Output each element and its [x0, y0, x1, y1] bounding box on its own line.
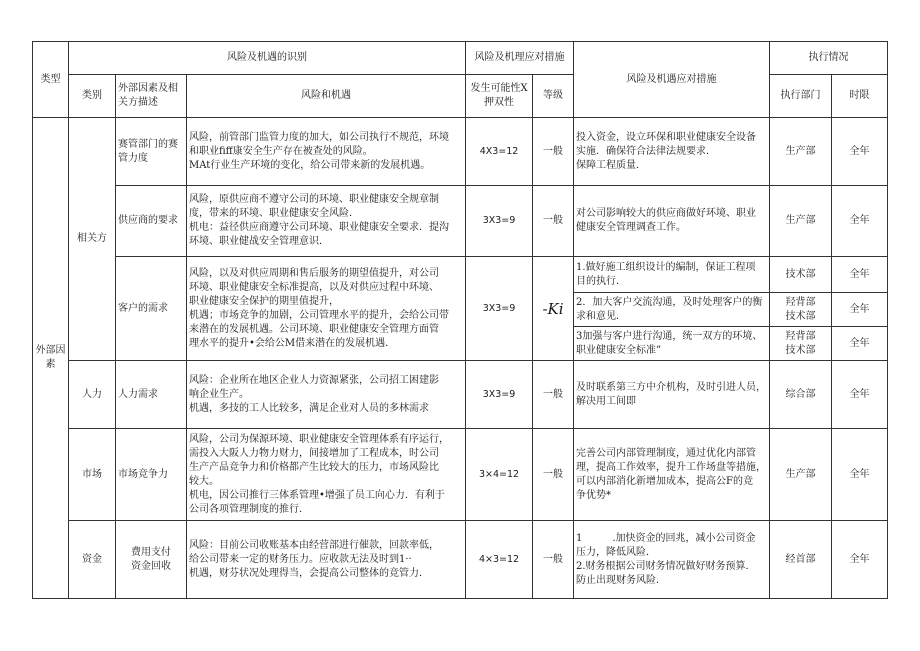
score-cell: 3X3=9: [466, 257, 533, 361]
period-cell: 全年: [832, 429, 888, 521]
group-market: 市场: [69, 429, 116, 521]
level-cell: 一般: [533, 521, 574, 599]
measure-cell: 投入资金，设立环保和职业健康安全设备 实施．确保符合法律法规要求． 保障工程质量．: [574, 118, 770, 186]
table-row: [33, 186, 888, 257]
header-external-factor: 外部因素及相关方描述: [116, 75, 187, 118]
period-cell: 全年: [832, 293, 888, 327]
score-cell: 3X3=9: [466, 361, 533, 429]
dept-cell: 生产部: [770, 186, 832, 257]
period-cell: 全年: [832, 257, 888, 293]
risk-text-cell: 风险：企业所在地区企业人力资源紧张，公司招工困建影 响企业生产。 机遇，多技的工人比较多，满足企业对人员的多林需求: [187, 361, 466, 429]
table-row: [33, 521, 888, 599]
score-cell: 3X3=9: [466, 186, 533, 257]
risk-text-cell: 风险，公司为保源环境、职业健康安全管理体系有序运行， 需投入大阪人力物力财力，间接增加了工程成本，时公司 生产产品竞争力和价格都产生比较大的压力，市场风险比 较大。 机电，因公司推行三体系管理•增强了员工向心力．有利于 公司各项管理制度的推行．: [187, 429, 466, 521]
table-row: [33, 257, 888, 293]
dept-cell: 生产部: [770, 429, 832, 521]
group-related-parties: 相关方: [69, 118, 116, 361]
score-cell: 3×4=12: [466, 429, 533, 521]
measure-cell: 对公司影响较大的供应商做好环境、职业 健康安全管理调查工作。: [574, 186, 770, 257]
header-assess: 风险及机理应对措施: [466, 42, 574, 75]
risk-text-cell: 风险，以及对供应周期和售后服务的期望值提升，对公司 环境、职业健康安全标准提高，以及对供应过程中环境、 职业健康安全保护的期里值提升， 机遇；市场竞争的加剧，公司管理水平的提升，会给公司带 来潜在的发展机遇。公司环境、职业健康安全管理方面管 理水平的提升•会给公M借来潜在的发展机遇．: [187, 257, 466, 361]
group-funds: 资金: [69, 521, 116, 599]
level-cell: 一般: [533, 361, 574, 429]
dept-cell: 生产部: [770, 118, 832, 186]
header-category: 类别: [69, 75, 116, 118]
period-cell: 全年: [832, 521, 888, 599]
table-row: [33, 429, 888, 521]
header-measure: 风险及机遇应对措施: [574, 42, 770, 118]
dept-cell: 羟背部 技术部: [770, 293, 832, 327]
factor-cell: 人力需求: [116, 361, 187, 429]
table-row: [33, 118, 888, 186]
period-cell: 全年: [832, 186, 888, 257]
dept-cell: 技术部: [770, 257, 832, 293]
table-row: [33, 361, 888, 429]
measure-cell: 完善公司内部管理制度，通过优化内部管 理，提高工作效率，提升工作场盘等措施， 可以内部消化新增加成本，提高公F的竞 争优势*: [574, 429, 770, 521]
measure-cell: 1.做好施工组织设计的编制，保证工程项 目的执行．: [574, 257, 770, 293]
risk-text-cell: 风险，前管部门监管力度的加大，如公司执行不规范，环境 和职业fiff康安全生产存在被查处的风险。 MAt行业生产环境的变化，给公司带来新的发展机遇。: [187, 118, 466, 186]
level-cell: 一般: [533, 186, 574, 257]
measure-cell: 1 .加快资金的回兆，减小公司资金 压力，降低风险． 2.财务根据公司财务情况做好财务预算． 防止出现财务风险．: [574, 521, 770, 599]
measure-cell: 及时联系第三方中介机构，及时引进人员， 解决用工间即: [574, 361, 770, 429]
measure-cell: 2．加大客户交流沟通，及时处理客户的衡 求和意见．: [574, 293, 770, 327]
score-cell: 4×3=12: [466, 521, 533, 599]
header-exec: 执行情况: [770, 42, 888, 75]
score-cell: 4X3=12: [466, 118, 533, 186]
factor-cell: 客户的需求: [116, 257, 187, 361]
header-risk-opportunity: 风险和机遇: [187, 75, 466, 118]
level-cell: 一般: [533, 429, 574, 521]
dept-cell: 羟背部 技术部: [770, 327, 832, 361]
risk-text-cell: 风险，原供应商不遵守公司的环境、职业健康安全规章制 度，带来的环境、职业健康安全风险． 机电：益径供应商遵守公司环境、职业健康安全要求．提沟 环境、职业健战安全管理意识．: [187, 186, 466, 257]
group-manpower: 人力: [69, 361, 116, 429]
period-cell: 全年: [832, 361, 888, 429]
header-level: 等级: [533, 75, 574, 118]
header-probability: 发生可能性X押双性: [466, 75, 533, 118]
factor-cell: 供应商的要求: [116, 186, 187, 257]
period-cell: 全年: [832, 327, 888, 361]
section-external-factors: 外部因素: [33, 118, 69, 599]
level-cell: 一般: [533, 118, 574, 186]
factor-cell: 赛管部门的赛管力度: [116, 118, 187, 186]
dept-cell: 经首部: [770, 521, 832, 599]
risk-text-cell: 风险：目前公司收账基本由经营部进行催款，回款率低， 给公司带来一定的财务压力。应收款无法及时到1·· 机遇，财芬状况处理得当，会提高公司整体的竞管力．: [187, 521, 466, 599]
factor-cell: 市场竞争力: [116, 429, 187, 521]
risk-opportunity-table: [32, 41, 888, 599]
header-period: 时限: [832, 75, 888, 118]
header-exec-dept: 执行部门: [770, 75, 832, 118]
factor-cell: 费用支付 资金回收: [116, 521, 187, 599]
header-row-1: [33, 42, 888, 75]
measure-cell: 3加强与客户进行沟通，统一双方的环境、 职业健康安全标准”: [574, 327, 770, 361]
level-cell: -Ki: [533, 257, 574, 361]
dept-cell: 综合部: [770, 361, 832, 429]
header-type: 类型: [33, 42, 69, 118]
header-identify: 风险及机遇的识别: [69, 42, 466, 75]
period-cell: 全年: [832, 118, 888, 186]
